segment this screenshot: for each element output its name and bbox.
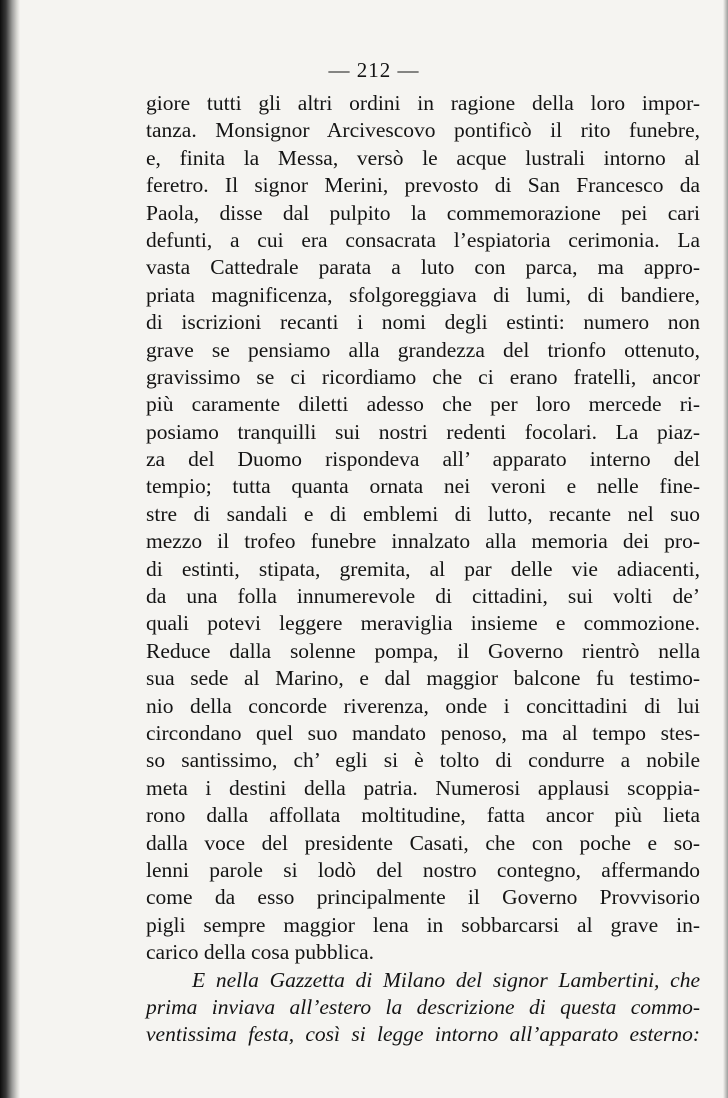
italic-text-line: prima inviava all’estero la descrizione di questa commo- xyxy=(146,994,700,1019)
text-line: feretro. Il signor Merini, prevosto di San Francesco da xyxy=(146,173,700,198)
text-line: mezzo il trofeo funebre innalzato alla memoria dei pro- xyxy=(146,529,700,554)
paragraph-end-line: carico della cosa pubblica. xyxy=(146,940,375,965)
text-line: pigli sempre maggior lena in sobbarcarsi al grave in- xyxy=(146,912,700,937)
text-line: dalla voce del presidente Casati, che con poche e so- xyxy=(146,830,700,855)
text-line: gravissimo se ci ricordiamo che ci erano fratelli, ancor xyxy=(146,364,700,389)
text-line: priata magnificenza, sfolgoreggiava di lumi, di bandiere, xyxy=(146,282,700,307)
italic-text-line: E nella Gazzetta di Milano del signor Lambertini, che xyxy=(192,967,700,992)
text-line: za del Duomo rispondeva all’ apparato interno del xyxy=(146,447,700,472)
text-line: lenni parole si lodò del nostro contegno, affermando xyxy=(146,857,700,882)
text-line: rono dalla affollata moltitudine, fatta ancor più lieta xyxy=(146,803,700,828)
italic-text-line: ventissima festa, così si legge intorno all’apparato esterno: xyxy=(146,1022,700,1047)
page-number: — 212 — xyxy=(328,58,420,82)
text-line: Reduce dalla solenne pompa, il Governo rientrò nella xyxy=(146,638,700,663)
text-line: come da esso principalmente il Governo Provvisorio xyxy=(146,885,700,910)
text-line: sua sede al Marino, e dal maggior balcone fu testimo- xyxy=(146,666,700,691)
text-line: tanza. Monsignor Arcivescovo pontificò il rito funebre, xyxy=(146,118,700,143)
text-line: defunti, a cui era consacrata l’espiatoria cerimonia. La xyxy=(146,227,700,252)
text-line: di iscrizioni recanti i nomi degli estinti: numero non xyxy=(146,310,700,335)
text-line: nio della concorde riverenza, onde i concittadini di lui xyxy=(146,693,700,718)
text-line: circondano quel suo mandato penoso, ma al tempo stes- xyxy=(146,720,700,745)
book-page xyxy=(20,0,728,1098)
text-line: stre di sandali e di emblemi di lutto, recante nel suo xyxy=(146,501,700,526)
text-line: posiamo tranquilli sui nostri redenti focolari. La piaz- xyxy=(146,419,700,444)
text-line: Paola, disse dal pulpito la commemorazione pei cari xyxy=(146,200,700,225)
text-line: meta i destini della patria. Numerosi applausi scoppia- xyxy=(146,775,700,800)
book-binding-shadow xyxy=(0,0,20,1098)
text-line: so santissimo, ch’ egli si è tolto di condurre a nobile xyxy=(146,748,700,773)
text-line: vasta Cattedrale parata a luto con parca, ma appro- xyxy=(146,255,700,280)
text-line: grave se pensiamo alla grandezza del trionfo ottenuto, xyxy=(146,337,700,362)
page-edge-shadow xyxy=(723,0,728,1098)
text-line: da una folla innumerevole di cittadini, sui volti de’ xyxy=(146,584,700,609)
text-line: quali potevi leggere meraviglia insieme e commozione. xyxy=(146,611,700,636)
text-line: giore tutti gli altri ordini in ragione della loro impor- xyxy=(146,91,700,115)
text-line: di estinti, stipata, gremita, al par delle vie adiacenti, xyxy=(146,556,700,581)
text-line: e, finita la Messa, versò le acque lustrali intorno al xyxy=(146,145,700,170)
text-line: più caramente diletti adesso che per loro mercede ri- xyxy=(146,392,700,417)
body-text xyxy=(146,90,700,1049)
text-line: tempio; tutta quanta ornata nei veroni e nelle fine- xyxy=(146,474,700,499)
